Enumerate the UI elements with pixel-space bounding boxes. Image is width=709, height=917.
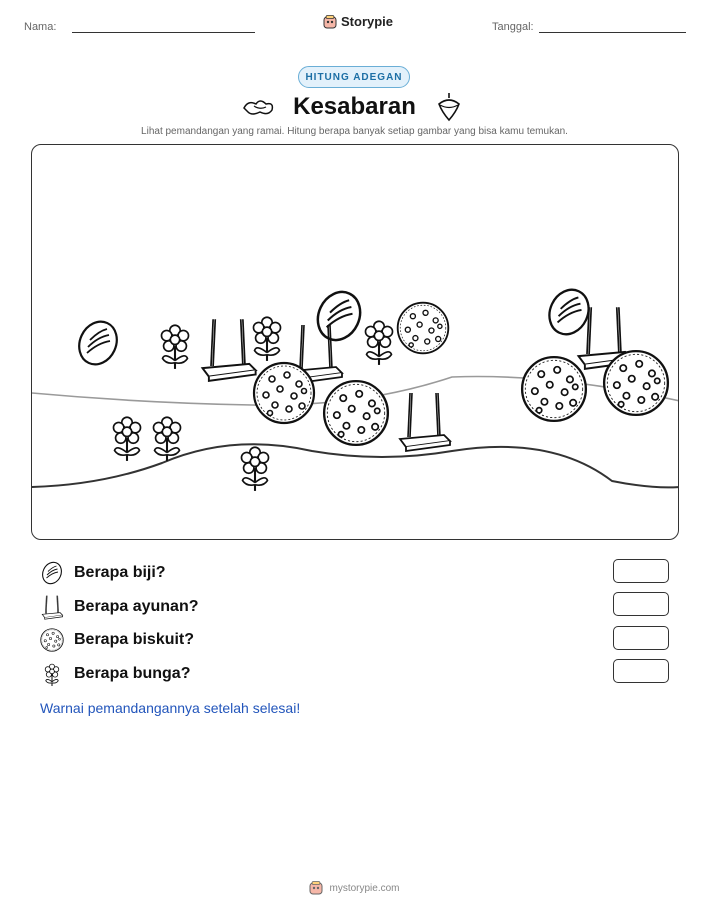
question-swings — [40, 594, 198, 620]
footer — [0, 881, 709, 895]
flower-4 — [113, 417, 140, 461]
cookie-icon — [40, 628, 64, 652]
cookie-4 — [522, 357, 586, 421]
brand-name: Storypie — [341, 14, 394, 29]
storypie-logo-icon — [323, 15, 337, 29]
name-field[interactable] — [72, 32, 255, 33]
answer-box-flowers[interactable] — [613, 659, 669, 683]
flower-6 — [241, 447, 268, 491]
activity-badge: HITUNG ADEGAN — [298, 66, 410, 88]
answer-box-seeds[interactable] — [613, 559, 669, 583]
counting-scene — [31, 144, 679, 540]
flower-2 — [253, 317, 280, 361]
spinning-top-icon — [436, 92, 462, 122]
brand-logo — [323, 14, 393, 29]
question-text: Berapa ayunan? — [74, 598, 199, 615]
flower-1 — [161, 325, 188, 369]
swing-3 — [400, 393, 450, 451]
answer-box-cookies[interactable] — [613, 626, 669, 650]
seed-icon — [40, 561, 64, 585]
question-text: Berapa biskuit? — [74, 631, 195, 648]
flower-icon — [40, 661, 64, 687]
date-field[interactable] — [539, 32, 686, 33]
storypie-logo-icon — [309, 881, 323, 895]
seed-1 — [72, 315, 123, 370]
swing-icon — [40, 594, 64, 620]
coloring-note: Warnai pemandangannya setelah selesai! — [40, 700, 301, 716]
cookie-2 — [324, 381, 388, 445]
flower-5 — [153, 417, 180, 461]
seed-2 — [310, 285, 368, 347]
question-text: Berapa biji? — [74, 564, 166, 581]
answer-box-swings[interactable] — [613, 592, 669, 616]
scene-illustration — [32, 145, 679, 540]
name-label: Nama: — [24, 21, 57, 33]
page-title: Kesabaran — [293, 93, 416, 120]
cookie-5 — [604, 351, 668, 415]
cookie-3 — [398, 303, 449, 354]
question-seeds — [40, 561, 166, 585]
footer-url[interactable]: mystorypie.com — [329, 882, 400, 894]
question-cookies — [40, 628, 194, 652]
question-text: Berapa bunga? — [74, 665, 191, 682]
flower-3 — [365, 321, 392, 365]
date-label: Tanggal: — [492, 21, 534, 33]
instructions: Lihat pemandangan yang ramai. Hitung berapa banyak setiap gambar yang bisa kamu temukan. — [141, 126, 568, 137]
question-flowers — [40, 661, 190, 687]
swing-1 — [203, 319, 256, 381]
cookie-1 — [254, 363, 314, 423]
